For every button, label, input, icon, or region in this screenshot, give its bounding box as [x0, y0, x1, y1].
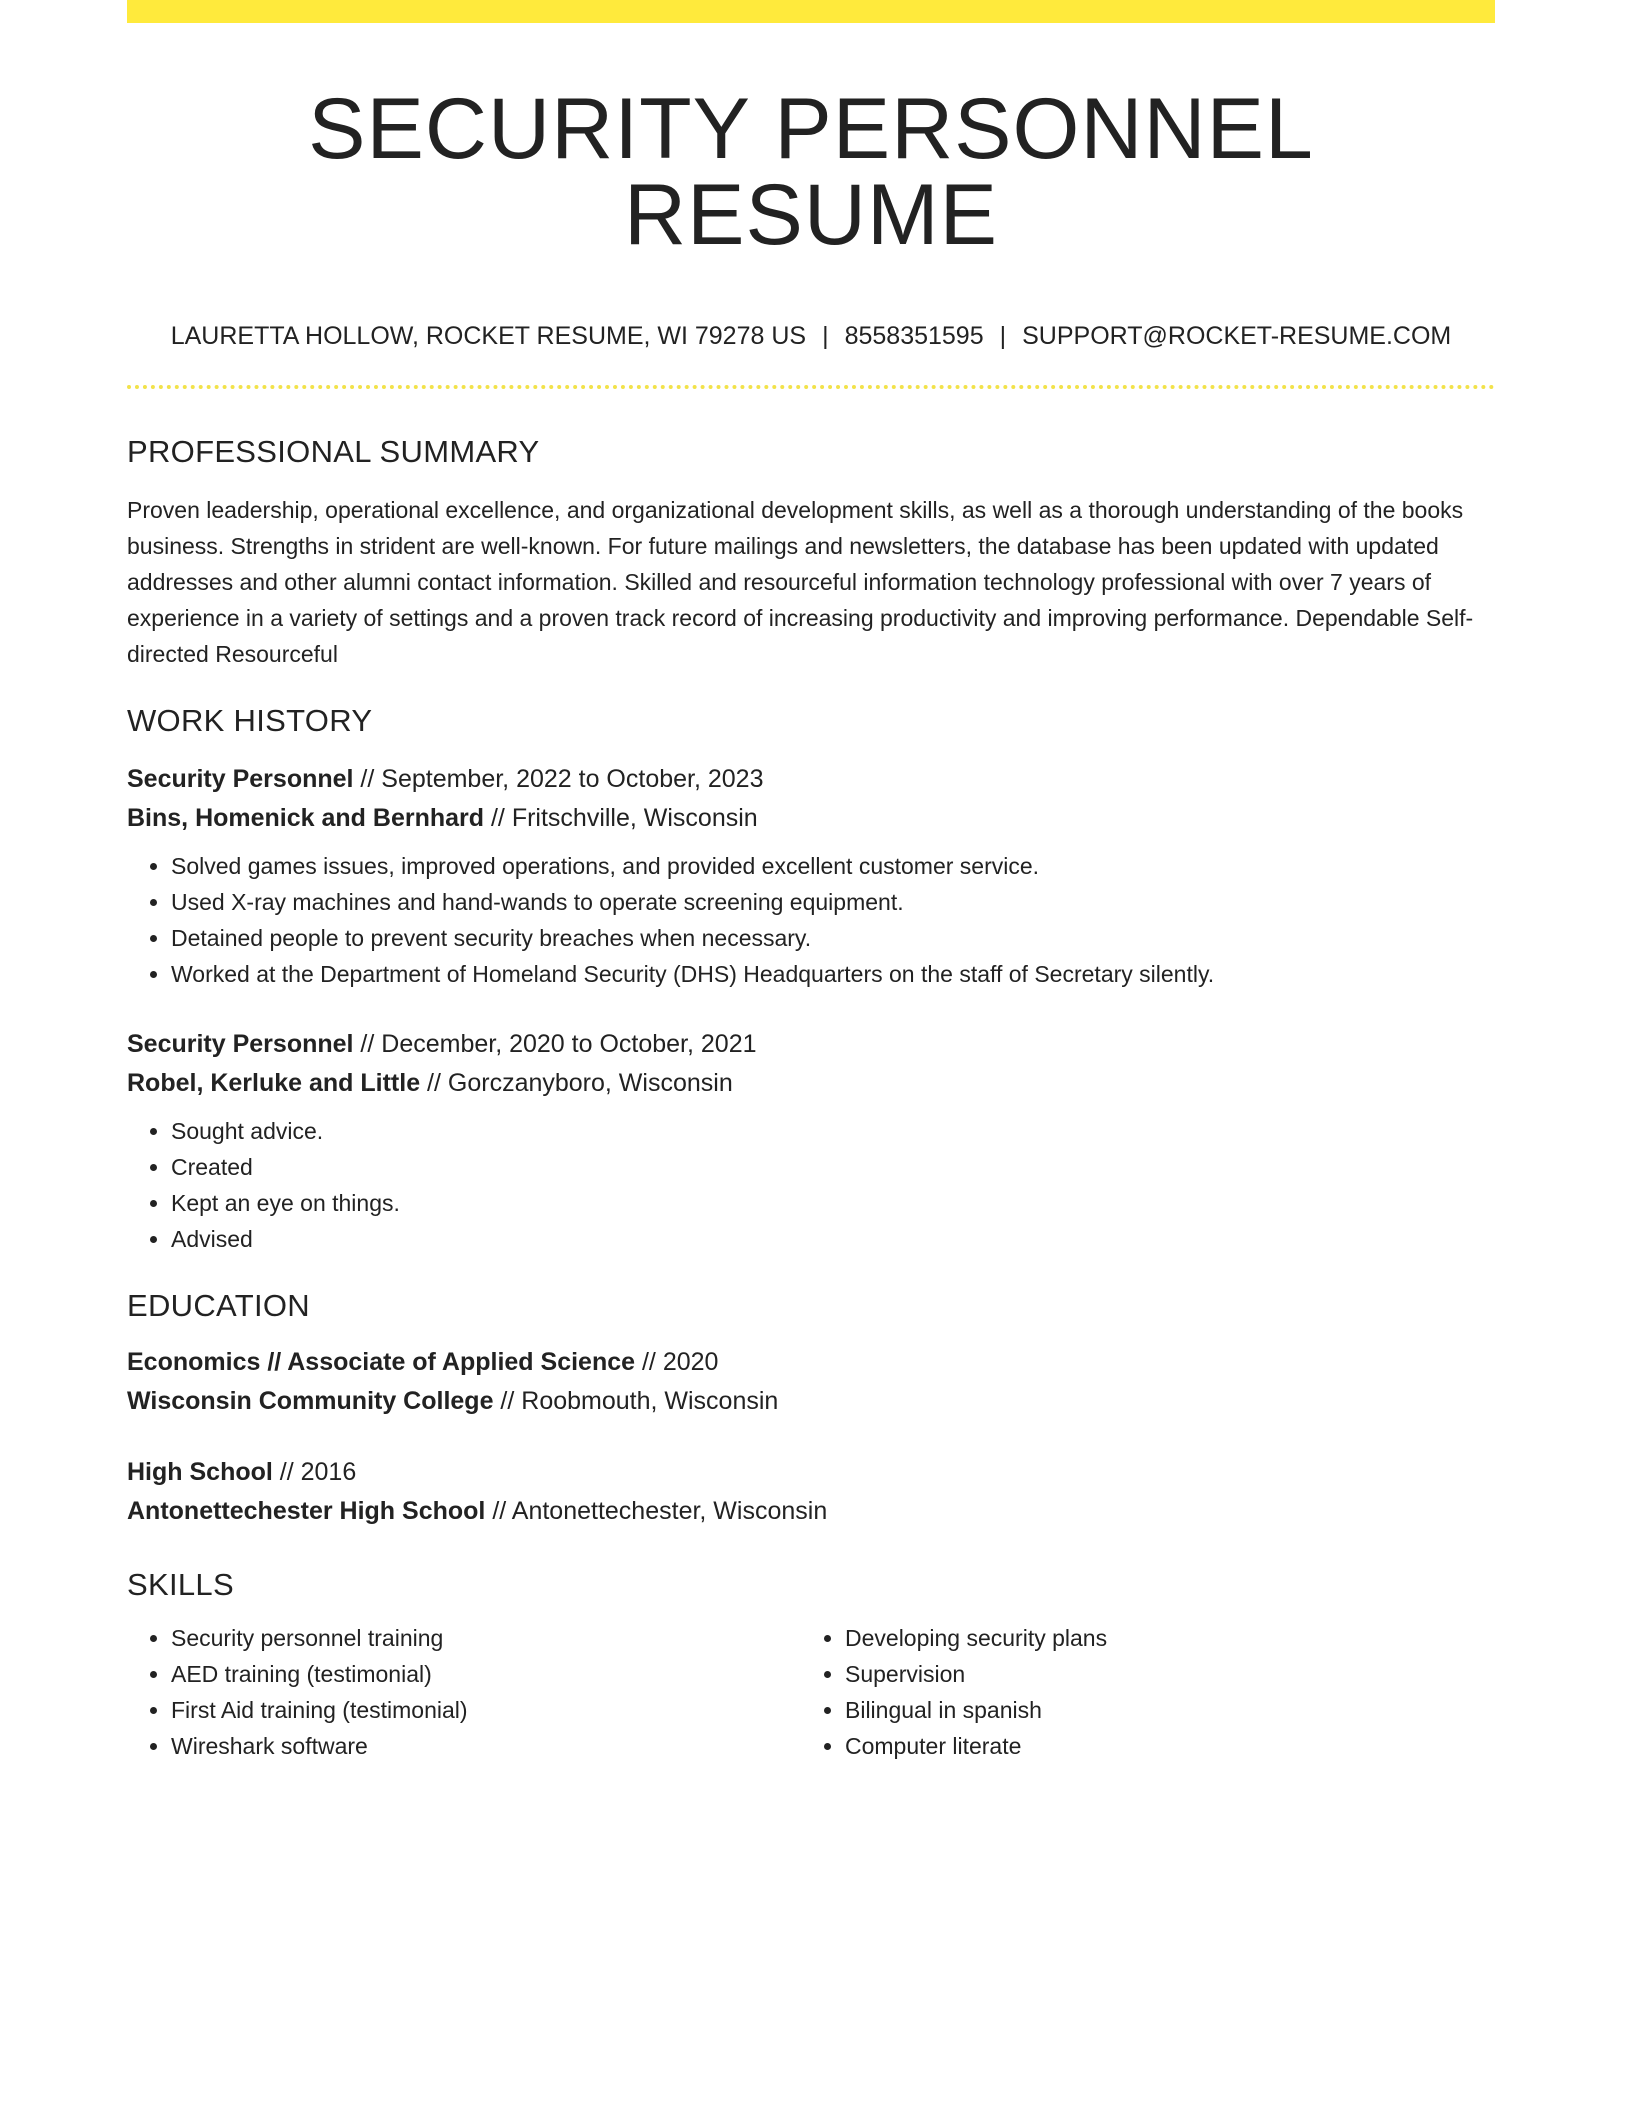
job-title: Security Personnel	[127, 1030, 354, 1058]
skill-item: • Bilingual in spanish	[845, 1692, 1475, 1728]
education-heading: EDUCATION	[127, 1288, 310, 1323]
resume-page	[127, 0, 1495, 1764]
skill-item: • Developing security plans	[845, 1620, 1475, 1656]
skills-grid	[127, 1620, 1495, 1764]
job-bullets	[127, 1113, 1495, 1257]
education-entry	[127, 1453, 1495, 1531]
job-location: // Gorczanyboro, Wisconsin	[420, 1069, 733, 1097]
skill-item: • Security personnel training	[171, 1620, 801, 1656]
list-item: • Detained people to prevent security breaches when necessary.	[171, 920, 1495, 956]
education-degree: Economics // Associate of Applied Science	[127, 1348, 636, 1376]
education-school-line	[127, 1492, 1495, 1531]
contact-separator: |	[822, 322, 829, 350]
skills-heading: SKILLS	[127, 1567, 234, 1602]
education-year: // 2016	[272, 1458, 357, 1486]
skill-item: • Computer literate	[845, 1728, 1475, 1764]
summary-text: Proven leadership, operational excellence, and organizational development skills, as well as a thorough understanding of the books business. Strengths in strident are well-known. For future mailings and newsletters, the database has been updated with updated addresses and other alumni contact information. Skilled and resourceful information technology professional with over 7 years of experience in a variety of settings and a proven track record of increasing productivity and improving performance. Dependable Self-directed Resourceful	[127, 497, 1474, 667]
education-location: // Antonettechester, Wisconsin	[485, 1497, 828, 1525]
list-item: • Used X-ray machines and hand-wands to operate screening equipment.	[171, 884, 1495, 920]
education-entry	[127, 1343, 1495, 1421]
education-school: Wisconsin Community College	[127, 1387, 494, 1415]
job-bullets	[127, 848, 1495, 992]
list-item: • Advised	[171, 1221, 1495, 1257]
job-title: Security Personnel	[127, 765, 354, 793]
job-entry	[127, 1025, 1495, 1257]
skills-column-right	[801, 1620, 1475, 1764]
skill-item: • AED training (testimonial)	[171, 1656, 801, 1692]
job-location: // Fritschville, Wisconsin	[484, 804, 758, 832]
list-item: • Kept an eye on things.	[171, 1185, 1495, 1221]
job-company-line	[127, 1064, 1495, 1103]
contact-email: SUPPORT@ROCKET-RESUME.COM	[1022, 322, 1452, 350]
job-dates: // September, 2022 to October, 2023	[353, 765, 764, 793]
contact-phone: 8558351595	[844, 322, 984, 350]
job-dates: // December, 2020 to October, 2021	[353, 1030, 757, 1058]
resume-title: SECURITY PERSONNEL RESUME	[308, 81, 1314, 263]
contact-address: LAURETTA HOLLOW, ROCKET RESUME, WI 79278 US	[170, 322, 807, 350]
list-item: • Created	[171, 1149, 1495, 1185]
education-degree-line	[127, 1343, 1495, 1382]
list-item: • Solved games issues, improved operations, and provided excellent customer service.	[171, 848, 1495, 884]
job-title-line	[127, 760, 1495, 799]
skills-column-left	[127, 1620, 801, 1764]
job-company: Robel, Kerluke and Little	[127, 1069, 421, 1097]
education-location: // Roobmouth, Wisconsin	[493, 1387, 779, 1415]
education-school-line	[127, 1382, 1495, 1421]
dotted-divider	[127, 385, 1495, 389]
education-degree: High School	[127, 1458, 273, 1486]
top-accent-bar	[127, 0, 1495, 23]
job-title-line	[127, 1025, 1495, 1064]
skill-item: • Supervision	[845, 1656, 1475, 1692]
list-item: • Worked at the Department of Homeland Security (DHS) Headquarters on the staff of Secretary silently.	[171, 956, 1495, 992]
education-year: // 2020	[635, 1348, 719, 1376]
contact-line	[127, 324, 1495, 349]
job-company-line	[127, 799, 1495, 838]
skill-item: • Wireshark software	[171, 1728, 801, 1764]
work-history-heading: WORK HISTORY	[127, 703, 373, 738]
list-item: • Sought advice.	[171, 1113, 1495, 1149]
education-school: Antonettechester High School	[127, 1497, 486, 1525]
job-entry	[127, 760, 1495, 992]
job-company: Bins, Homenick and Bernhard	[127, 804, 485, 832]
skill-item: • First Aid training (testimonial)	[171, 1692, 801, 1728]
summary-heading: PROFESSIONAL SUMMARY	[127, 434, 540, 469]
contact-separator: |	[999, 322, 1007, 350]
education-degree-line	[127, 1453, 1495, 1492]
